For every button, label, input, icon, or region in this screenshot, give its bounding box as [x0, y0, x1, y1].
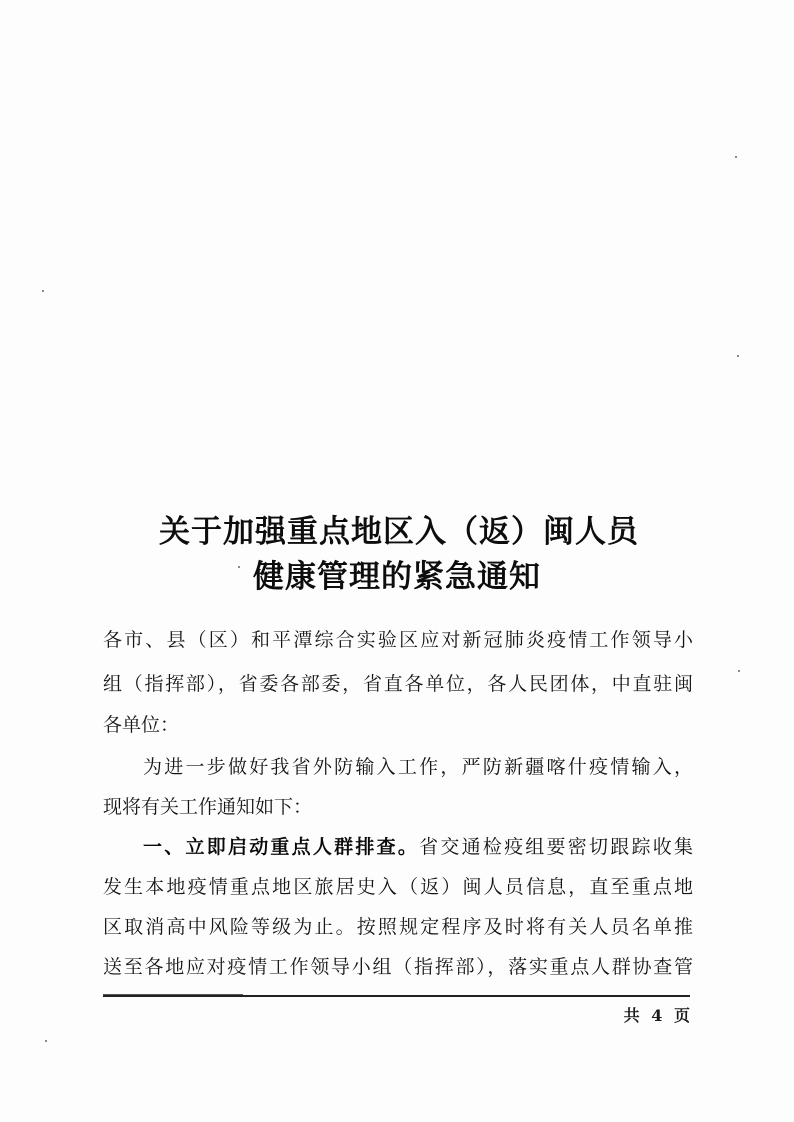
scan-speck	[738, 670, 740, 672]
page-count-suffix: 页	[673, 1006, 690, 1025]
addressee-line: 组（指挥部），省委各部委，省直各单位，各人民团体，中直驻闽	[103, 673, 693, 695]
addressee-line: 各单位：	[103, 714, 180, 736]
intro-paragraph-line: 为进一步做好我省外防输入工作，严防新疆喀什疫情输入，	[143, 756, 693, 778]
scan-speck	[735, 156, 737, 158]
document-title-line-1: 关于加强重点地区入（返）闽人员	[159, 514, 639, 550]
section-1-line: 区取消高中风险等级为止。按照规定程序及时将有关人员名单推	[103, 916, 693, 938]
scan-speck	[45, 1040, 47, 1042]
section-1-line: 送至各地应对疫情工作领导小组（指挥部），落实重点人群协查管	[103, 956, 693, 978]
document-title-line-2: 健康管理的紧急通知	[253, 559, 541, 595]
intro-paragraph-line: 现将有关工作通知如下：	[103, 796, 313, 818]
page-count-prefix: 共	[623, 1006, 640, 1025]
scan-speck	[42, 290, 44, 292]
section-1-text: 省交通检疫组要密切跟踪收集	[419, 836, 693, 858]
section-1-line: 发生本地疫情重点地区旅居史入（返）闽人员信息，直至重点地	[103, 876, 693, 898]
section-1-first-line	[143, 834, 693, 860]
footer-rule	[103, 995, 690, 997]
section-1-heading: 一、立即启动重点人群排查。	[143, 836, 420, 858]
scan-speck	[737, 355, 739, 357]
addressee-line: 各市、县（区）和平潭综合实验区应对新冠肺炎疫情工作领导小	[103, 629, 693, 651]
page-count-number: 4	[651, 1006, 663, 1025]
page-count	[618, 1003, 690, 1026]
